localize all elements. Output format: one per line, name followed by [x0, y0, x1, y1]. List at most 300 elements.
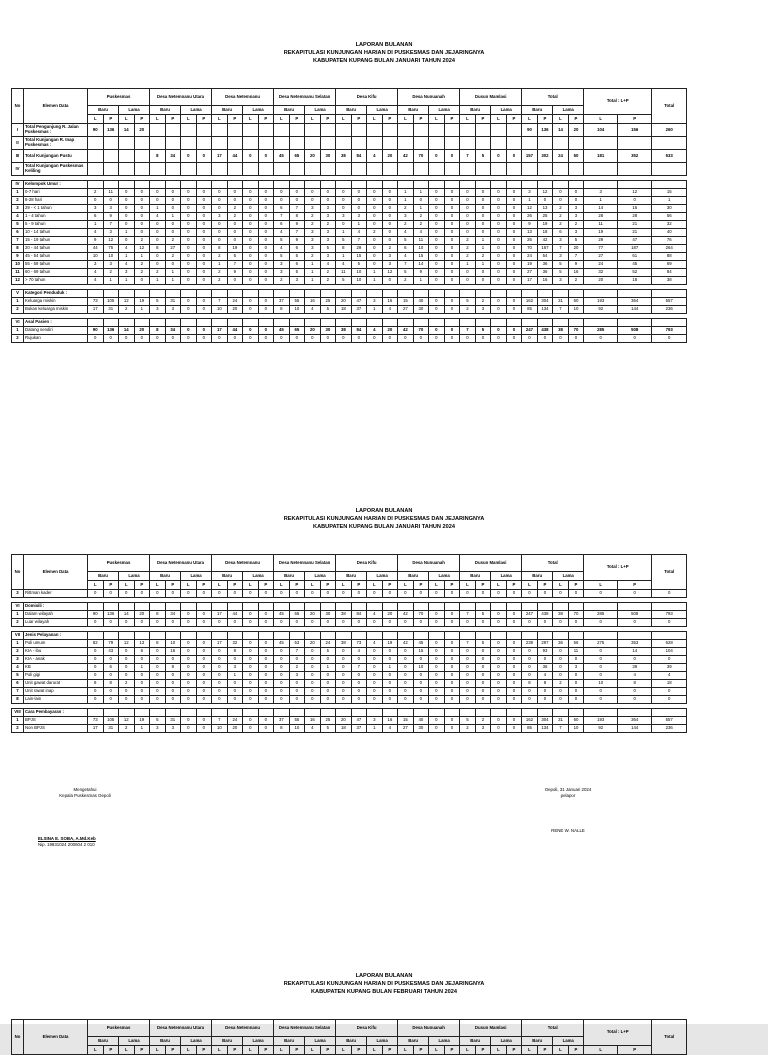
table-cell: 8: [103, 680, 119, 688]
table-cell: 4: [351, 229, 367, 237]
table-cell: 4: [88, 229, 104, 237]
table-cell: 0: [181, 205, 197, 213]
col-l: L: [336, 581, 352, 590]
table-cell: 0: [336, 221, 352, 229]
table-cell: 0: [444, 269, 460, 277]
table-cell: [444, 124, 460, 137]
table-cell: 70: [522, 245, 538, 253]
table-cell: 0: [212, 197, 228, 205]
table-cell: 37: [274, 717, 290, 725]
table-cell: 84: [652, 269, 687, 277]
table-cell: 0: [165, 197, 181, 205]
table-cell: 3: [165, 725, 181, 733]
col-lama: Lama: [181, 572, 212, 581]
table-cell: 193: [584, 717, 618, 725]
col-group: Dusun Mamlasi: [460, 89, 522, 106]
table-cell: 0: [460, 688, 476, 696]
table-row: [12, 269, 687, 277]
col-no: No: [12, 89, 24, 124]
col-group: Desa Netemnanu Utara: [150, 555, 212, 572]
table-cell: 31: [103, 725, 119, 733]
table-cell: 15: [413, 253, 429, 261]
table-cell: 7: [460, 611, 476, 619]
table-cell: 0: [289, 189, 305, 197]
col-p: P: [475, 581, 491, 590]
table-cell: 0: [289, 619, 305, 627]
col-p: P: [165, 1046, 181, 1055]
table-cell: [305, 124, 321, 137]
col-p: P: [134, 1046, 150, 1055]
col-p: P: [618, 581, 652, 590]
table-cell: 0: [444, 640, 460, 648]
row-number: 6: [12, 229, 24, 237]
table-cell: 0: [196, 672, 212, 680]
table-cell: 0: [491, 335, 507, 343]
table-cell: 2: [227, 205, 243, 213]
table-cell: 0: [243, 213, 259, 221]
table-cell: 42: [398, 640, 414, 648]
col-l: L: [553, 581, 569, 590]
table-cell: 2: [227, 213, 243, 221]
table-cell: 187: [618, 245, 652, 253]
table-cell: [491, 137, 507, 150]
table-cell: 0: [243, 261, 259, 269]
table-cell: 82: [88, 640, 104, 648]
col-p: P: [568, 1046, 584, 1055]
table-cell: 0: [134, 189, 150, 197]
table-cell: 167: [537, 245, 553, 253]
table-cell: 0: [196, 261, 212, 269]
table-cell: 0: [506, 327, 522, 335]
col-group: Desa Netemnanu Utara: [150, 1020, 212, 1037]
col-p: P: [351, 115, 367, 124]
table-cell: 0: [491, 237, 507, 245]
col-p: P: [444, 1046, 460, 1055]
table-cell: 24: [553, 150, 569, 163]
table-cell: 302: [537, 150, 553, 163]
table-cell: 0: [398, 680, 414, 688]
table-cell: 0: [429, 213, 445, 221]
table-cell: [491, 124, 507, 137]
table-cell: 0: [506, 656, 522, 664]
col-group: Dusun Mamlasi: [460, 555, 522, 572]
table-cell: 0: [398, 619, 414, 627]
table-cell: 0: [475, 680, 491, 688]
table-cell: 90: [522, 124, 538, 137]
table-cell: [506, 137, 522, 150]
table-cell: 0: [119, 696, 135, 704]
table-cell: 19: [537, 221, 553, 229]
table-cell: 10: [289, 306, 305, 314]
table-cell: 7: [274, 213, 290, 221]
table-cell: 0: [351, 696, 367, 704]
table-cell: 0: [491, 150, 507, 163]
table-cell: 0: [88, 672, 104, 680]
col-l: L: [243, 115, 259, 124]
table-cell: [652, 137, 687, 150]
table-cell: [243, 137, 259, 150]
table-cell: 0: [460, 656, 476, 664]
table-cell: 0: [305, 656, 321, 664]
table-cell: 0: [491, 261, 507, 269]
row-label: 10 - 14 tahun: [24, 229, 88, 237]
table-cell: 0: [196, 725, 212, 733]
table-cell: 0: [181, 150, 197, 163]
table-cell: 0: [491, 590, 507, 598]
table-cell: 38: [336, 327, 352, 335]
table-cell: 30: [413, 306, 429, 314]
visit-recap-table-3: [11, 1019, 687, 1055]
acknowledged-label: Mengetahui: [73, 787, 97, 792]
table-cell: 17: [522, 277, 538, 285]
table-cell: 0: [181, 672, 197, 680]
table-cell: 2: [274, 277, 290, 285]
table-cell: 8: [150, 327, 166, 335]
table-row: [12, 664, 687, 672]
table-cell: [150, 163, 166, 176]
table-cell: 134: [537, 725, 553, 733]
table-cell: 0: [196, 205, 212, 213]
table-cell: 0: [429, 261, 445, 269]
table-cell: [150, 137, 166, 150]
table-cell: 0: [506, 648, 522, 656]
table-cell: 0: [181, 298, 197, 306]
col-baru: Baru: [88, 572, 119, 581]
table-cell: 3: [212, 213, 228, 221]
col-p: P: [227, 581, 243, 590]
table-cell: 39: [618, 664, 652, 672]
table-cell: 136: [103, 327, 119, 335]
table-cell: 45: [618, 261, 652, 269]
table-cell: 236: [652, 725, 687, 733]
table-cell: 0: [351, 189, 367, 197]
table-cell: 73: [88, 298, 104, 306]
table-cell: 20: [584, 277, 618, 285]
table-cell: [537, 163, 553, 176]
table-cell: 285: [584, 327, 618, 335]
table-cell: 2: [568, 221, 584, 229]
col-group: Desa Nunuanah: [398, 1020, 460, 1037]
table-cell: [367, 163, 383, 176]
table-cell: 5: [460, 717, 476, 725]
table-cell: 0: [382, 213, 398, 221]
table-cell: 0: [181, 688, 197, 696]
table-cell: 0: [243, 688, 259, 696]
table-cell: 0: [181, 197, 197, 205]
table-cell: 7: [212, 717, 228, 725]
table-cell: 0: [150, 253, 166, 261]
table-cell: 0: [568, 688, 584, 696]
table-cell: 0: [506, 725, 522, 733]
col-p: P: [165, 115, 181, 124]
report-header-january: [0, 41, 768, 65]
table-cell: 0: [274, 664, 290, 672]
table-cell: 0: [258, 611, 274, 619]
table-cell: 47: [351, 717, 367, 725]
table-cell: 260: [652, 124, 687, 137]
col-p: P: [320, 581, 336, 590]
table-cell: 0: [460, 213, 476, 221]
table-cell: 0: [398, 696, 414, 704]
table-cell: 1: [212, 261, 228, 269]
row-number: 1: [12, 717, 24, 725]
table-cell: 0: [258, 680, 274, 688]
table-cell: 20: [568, 124, 584, 137]
row-number: 9: [12, 253, 24, 261]
table-cell: 0: [475, 590, 491, 598]
table-cell: 1: [351, 221, 367, 229]
table-cell: 0: [258, 688, 274, 696]
table-cell: 3: [568, 213, 584, 221]
table-cell: 0: [212, 189, 228, 197]
table-cell: 0: [181, 648, 197, 656]
col-l: L: [181, 115, 197, 124]
table-cell: 0: [413, 590, 429, 598]
table-cell: 0: [429, 590, 445, 598]
table-cell: 0: [491, 205, 507, 213]
col-l: L: [119, 115, 135, 124]
table-cell: 2: [212, 253, 228, 261]
section-row: [12, 709, 687, 717]
table-cell: 2: [568, 277, 584, 285]
table-cell: [227, 124, 243, 137]
table-row: [12, 335, 687, 343]
table-cell: 0: [243, 245, 259, 253]
col-no: No: [12, 1020, 24, 1055]
table-row: [12, 150, 687, 163]
row-number: 3: [12, 205, 24, 213]
row-label: BPJS: [24, 717, 88, 725]
table-cell: 21: [618, 221, 652, 229]
table-cell: 36: [537, 269, 553, 277]
table-cell: 0: [119, 213, 135, 221]
table-cell: 0: [258, 656, 274, 664]
table-cell: 2: [460, 253, 476, 261]
table-cell: 10: [351, 269, 367, 277]
table-cell: [618, 163, 652, 176]
table-cell: 0: [181, 306, 197, 314]
table-cell: 0: [444, 306, 460, 314]
table-cell: 0: [429, 197, 445, 205]
col-p: P: [506, 581, 522, 590]
table-cell: 0: [181, 619, 197, 627]
row-number: 2: [12, 619, 24, 627]
table-cell: 2: [88, 189, 104, 197]
table-cell: 0: [243, 189, 259, 197]
table-cell: 0: [584, 648, 618, 656]
table-row: [12, 245, 687, 253]
col-p: P: [351, 581, 367, 590]
table-cell: 65: [289, 150, 305, 163]
table-cell: 4: [305, 725, 321, 733]
table-cell: 0: [522, 619, 538, 627]
table-cell: 27: [398, 725, 414, 733]
table-cell: 10: [584, 680, 618, 688]
table-cell: 0: [181, 335, 197, 343]
col-l: L: [522, 1046, 538, 1055]
col-group: Puskesmas: [88, 555, 150, 572]
table-cell: 8: [227, 648, 243, 656]
col-baru: Baru: [88, 1037, 119, 1046]
table-cell: 0: [429, 696, 445, 704]
table-cell: 1: [475, 261, 491, 269]
table-cell: 2: [460, 245, 476, 253]
table-cell: 20: [568, 245, 584, 253]
table-cell: 18: [336, 725, 352, 733]
col-p: P: [289, 1046, 305, 1055]
table-cell: 0: [181, 327, 197, 335]
table-cell: [382, 137, 398, 150]
row-number: 7: [12, 237, 24, 245]
table-cell: 0: [367, 221, 383, 229]
table-cell: 0: [258, 327, 274, 335]
table-cell: 3: [320, 205, 336, 213]
table-cell: 12: [382, 269, 398, 277]
table-cell: 4: [367, 327, 383, 335]
table-cell: 0: [568, 197, 584, 205]
table-cell: 60: [568, 298, 584, 306]
table-cell: 3: [336, 213, 352, 221]
table-cell: 2: [320, 277, 336, 285]
col-group: Desa Netemnanu: [212, 555, 274, 572]
row-label: Rittman kader: [24, 590, 88, 598]
col-lama: Lama: [553, 572, 584, 581]
table-cell: [289, 124, 305, 137]
table-cell: 0: [491, 656, 507, 664]
table-cell: 0: [165, 619, 181, 627]
table-cell: 0: [150, 229, 166, 237]
table-cell: 0: [429, 327, 445, 335]
table-cell: 0: [305, 619, 321, 627]
table-cell: 0: [243, 696, 259, 704]
table-cell: [413, 137, 429, 150]
table-cell: 3: [305, 237, 321, 245]
table-cell: 0: [196, 680, 212, 688]
table-row: [12, 229, 687, 237]
row-number: 1: [12, 327, 24, 335]
table-cell: 0: [165, 261, 181, 269]
col-l: L: [88, 1046, 104, 1055]
table-cell: 12: [119, 717, 135, 725]
table-cell: 7: [568, 253, 584, 261]
report-subtitle: REKAPITULASI KUNJUNGAN HARIAN DI PUSKESMAS DAN JEJARINGNYA: [283, 981, 485, 987]
table-cell: 2: [475, 298, 491, 306]
col-baru: Baru: [274, 106, 305, 115]
table-cell: 0: [618, 696, 652, 704]
table-cell: 0: [274, 672, 290, 680]
table-cell: 144: [618, 725, 652, 733]
row-number: 8: [12, 696, 24, 704]
row-label: KB: [24, 664, 88, 672]
table-cell: 304: [537, 717, 553, 725]
signature-right: [528, 787, 608, 799]
table-cell: 90: [88, 124, 104, 137]
row-number: 12: [12, 277, 24, 285]
table-cell: 2: [413, 221, 429, 229]
col-baru: Baru: [398, 1037, 429, 1046]
table-cell: 10: [165, 640, 181, 648]
table-cell: 17: [212, 150, 228, 163]
table-cell: 0: [336, 189, 352, 197]
col-p: P: [506, 115, 522, 124]
head-title: Kepala Puskesmas Oepoli: [59, 793, 111, 798]
table-cell: 0: [398, 648, 414, 656]
table-cell: 162: [522, 298, 538, 306]
table-cell: 7: [553, 245, 569, 253]
table-cell: 1: [165, 277, 181, 285]
table-cell: 5: [274, 237, 290, 245]
table-cell: 0: [227, 277, 243, 285]
table-cell: 0: [119, 688, 135, 696]
row-number: 5: [12, 672, 24, 680]
table-row: [12, 221, 687, 229]
table-cell: 0: [522, 590, 538, 598]
col-p: P: [289, 581, 305, 590]
table-cell: 0: [227, 197, 243, 205]
table-cell: 2: [553, 680, 569, 688]
signature-left: [40, 787, 130, 799]
table-cell: 5: [398, 269, 414, 277]
table-cell: 40: [652, 229, 687, 237]
row-number: 3: [12, 656, 24, 664]
table-cell: [475, 124, 491, 137]
table-cell: 31: [165, 717, 181, 725]
table-cell: 3: [274, 261, 290, 269]
table-cell: 0: [537, 696, 553, 704]
table-cell: 0: [258, 648, 274, 656]
col-p: P: [320, 1046, 336, 1055]
table-cell: 0: [382, 680, 398, 688]
col-baru: Baru: [150, 106, 181, 115]
table-cell: 0: [367, 237, 383, 245]
table-cell: 3: [150, 306, 166, 314]
col-total: Total: [652, 89, 687, 124]
row-label: Rujukan: [24, 335, 88, 343]
col-l: L: [150, 581, 166, 590]
table-cell: 0: [429, 680, 445, 688]
table-cell: 0: [553, 696, 569, 704]
table-cell: 0: [243, 269, 259, 277]
table-cell: [134, 163, 150, 176]
section-row: [12, 632, 687, 640]
table-cell: 0: [258, 245, 274, 253]
table-cell: 0: [103, 197, 119, 205]
table-cell: 30: [652, 205, 687, 213]
table-cell: 0: [336, 590, 352, 598]
table-cell: 0: [522, 688, 538, 696]
table-cell: 85: [522, 306, 538, 314]
table-cell: 0: [258, 298, 274, 306]
section-row: [12, 319, 687, 327]
table-cell: 0: [196, 648, 212, 656]
table-cell: 16: [618, 205, 652, 213]
table-cell: 4: [382, 725, 398, 733]
table-cell: 76: [652, 237, 687, 245]
col-group: Puskesmas: [88, 1020, 150, 1037]
table-cell: 0: [119, 335, 135, 343]
table-cell: 0: [444, 253, 460, 261]
table-cell: 24: [227, 717, 243, 725]
table-cell: 0: [243, 221, 259, 229]
table-cell: [103, 163, 119, 176]
table-cell: 2: [553, 213, 569, 221]
table-cell: 0: [103, 619, 119, 627]
table-cell: 30: [413, 725, 429, 733]
table-cell: 3: [227, 664, 243, 672]
table-cell: 0: [537, 688, 553, 696]
table-cell: 7: [103, 221, 119, 229]
col-l: L: [150, 115, 166, 124]
